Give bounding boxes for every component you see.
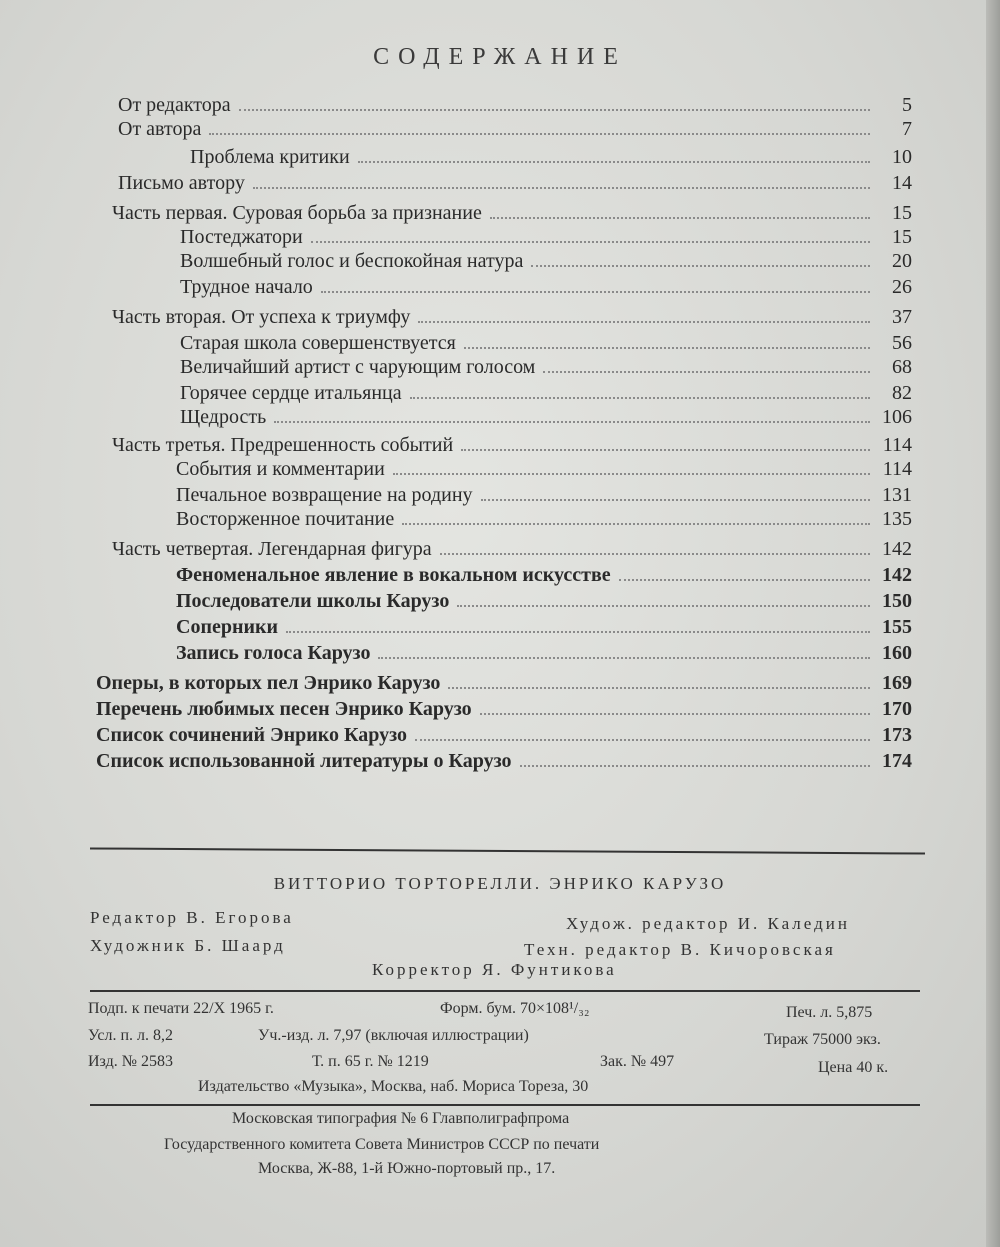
toc-entry-label: Величайший артист с чарующим голосом: [180, 356, 536, 378]
toc-leader-dots: [490, 216, 870, 219]
toc-entry-label: Проблема критики: [190, 146, 350, 168]
toc-leader-dots: [464, 346, 870, 349]
toc-entry-page: 169: [882, 672, 912, 694]
toc-entry: [176, 562, 912, 588]
toc-entry: [180, 380, 912, 406]
toc-entry-label: События и комментарии: [176, 458, 385, 480]
imprint-conv-sheets: Усл. п. л. 8,2: [88, 1027, 174, 1044]
toc-entry-label: Оперы, в которых пел Энрико Карузо: [96, 672, 441, 694]
toc-entry: [112, 536, 912, 562]
toc-entry: [176, 640, 912, 666]
toc-leader-dots: [480, 712, 870, 715]
toc-entry-page: 68: [892, 356, 912, 378]
toc-entry: [96, 696, 912, 722]
toc-entry-label: Печальное возвращение на родину: [176, 484, 473, 506]
toc-entry-label: От автора: [118, 118, 202, 140]
toc-leader-dots: [457, 604, 870, 607]
toc-entry-label: Волшебный голос и беспокойная натура: [180, 250, 524, 272]
toc-entry-label: Последователи школы Карузо: [176, 590, 450, 612]
toc-entry-page: 82: [892, 382, 912, 404]
toc-entry-label: Часть третья. Предрешенность событий: [112, 434, 454, 456]
toc-entry-page: 155: [882, 616, 912, 638]
toc-entry-page: 170: [882, 698, 912, 720]
toc-entry-label: Соперники: [176, 616, 279, 638]
toc-entry: [176, 456, 912, 482]
toc-entry-page: 114: [882, 434, 912, 456]
toc-leader-dots: [531, 264, 870, 267]
toc-entry-label: Щедрость: [180, 406, 267, 428]
toc-entry: [96, 670, 912, 696]
imprint-print-signed: Подп. к печати 22/X 1965 г.: [88, 1000, 274, 1017]
toc-leader-dots: [402, 522, 870, 525]
toc-entry-page: 20: [892, 250, 912, 272]
toc-leader-dots: [520, 764, 870, 767]
imprint-printer-line-3: Москва, Ж-88, 1-й Южно-портовый пр., 17.: [258, 1160, 556, 1177]
toc-entry-page: 15: [892, 202, 912, 224]
toc-entry-page: 7: [902, 118, 912, 140]
toc-entry-page: 131: [882, 484, 912, 506]
toc-entry-label: Старая школа совершенствуется: [180, 332, 456, 354]
toc-entry-page: 173: [882, 724, 912, 746]
toc-entry: [180, 224, 912, 250]
imprint-printer-line-1: Московская типография № 6 Главполиграфпрома: [232, 1110, 570, 1127]
divider-top: [90, 847, 925, 854]
toc-leader-dots: [481, 498, 870, 501]
toc-entry-page: 142: [882, 564, 912, 586]
toc-leader-dots: [543, 370, 870, 373]
divider-middle: [90, 990, 920, 992]
imprint-editor: Редактор В. Егорова: [90, 908, 294, 927]
toc-leader-dots: [253, 186, 870, 189]
toc-entry: [96, 748, 912, 774]
toc-entry: [112, 304, 912, 330]
page-title: СОДЕРЖАНИЕ: [373, 44, 627, 70]
toc-leader-dots: [461, 448, 870, 451]
toc-entry-page: 106: [882, 406, 912, 428]
toc-entry: [176, 482, 912, 508]
imprint-illustrator: Художник Б. Шаард: [90, 936, 286, 955]
toc-entry-page: 26: [892, 276, 912, 298]
toc-entry-label: От редактора: [118, 94, 231, 116]
toc-entry: [112, 432, 912, 458]
toc-entry-label: Запись голоса Карузо: [176, 642, 371, 664]
imprint-price: Цена 40 к.: [818, 1059, 889, 1076]
toc-entry-page: 37: [892, 306, 912, 328]
toc-entry: [176, 588, 912, 614]
toc-entry-page: 135: [882, 508, 912, 530]
toc-leader-dots: [410, 396, 870, 399]
divider-bottom: [90, 1104, 920, 1106]
toc-entry-page: 114: [882, 458, 912, 480]
imprint-plan-ref: Т. п. 65 г. № 1219: [312, 1053, 429, 1070]
toc-entry-label: Часть первая. Суровая борьба за признание: [112, 202, 482, 224]
toc-entry-page: 5: [902, 94, 912, 116]
toc-entry-label: Письмо автору: [118, 172, 245, 194]
toc-entry: [180, 354, 912, 380]
toc-leader-dots: [286, 630, 870, 633]
imprint-proofreader: Корректор Я. Фунтикова: [372, 960, 617, 979]
toc-entry-label: Восторженное почитание: [176, 508, 395, 530]
toc-leader-dots: [448, 686, 870, 689]
toc-entry-page: 10: [892, 146, 912, 168]
toc-leader-dots: [378, 656, 870, 659]
toc-leader-dots: [393, 472, 870, 475]
toc-entry-label: Список использованной литературы о Карузо: [96, 750, 512, 772]
toc-entry-page: 14: [892, 172, 912, 194]
imprint-publ-sheets: Уч.-изд. л. 7,97 (включая иллюстрации): [258, 1027, 529, 1044]
toc-entry: [180, 404, 912, 430]
toc-entry: [112, 200, 912, 226]
toc-entry-page: 142: [882, 538, 912, 560]
toc-entry: [176, 614, 912, 640]
toc-entry-label: Феноменальное явление в вокальном искусстве: [176, 564, 611, 586]
toc-entry-label: Трудное начало: [180, 276, 313, 298]
imprint-publ-number: Изд. № 2583: [88, 1053, 173, 1070]
toc-entry: [190, 144, 912, 170]
imprint-art-editor: Худож. редактор И. Каледин: [566, 914, 850, 933]
toc-entry: [118, 170, 912, 196]
toc-entry-page: 150: [882, 590, 912, 612]
toc-leader-dots: [358, 160, 870, 163]
imprint-printer-line-2: Государственного комитета Совета Министров СССР по печати: [164, 1136, 600, 1153]
toc-entry: [180, 248, 912, 274]
toc-entry: [118, 92, 912, 118]
imprint-print-run: Тираж 75000 экз.: [764, 1031, 881, 1048]
toc-leader-dots: [619, 578, 870, 581]
imprint-publisher: Издательство «Музыка», Москва, наб. Мориса Тореза, 30: [198, 1078, 589, 1095]
toc-entry: [96, 722, 912, 748]
toc-entry-page: 56: [892, 332, 912, 354]
toc-leader-dots: [274, 420, 870, 423]
toc-leader-dots: [415, 738, 870, 741]
toc-entry-label: Часть четвертая. Легендарная фигура: [112, 538, 432, 560]
toc-entry-page: 15: [892, 226, 912, 248]
toc-entry-page: 160: [882, 642, 912, 664]
imprint-order-number: Зак. № 497: [600, 1053, 675, 1070]
page-fold-shadow: [986, 0, 1000, 1247]
toc-entry-label: Часть вторая. От успеха к триумфу: [112, 306, 411, 328]
toc-leader-dots: [418, 320, 870, 323]
toc-entry-label: Перечень любимых песен Энрико Карузо: [96, 698, 472, 720]
toc-leader-dots: [209, 132, 870, 135]
imprint-paper-format: Форм. бум. 70×108¹/₃₂: [440, 1000, 590, 1017]
imprint-tech-editor: Техн. редактор В. Кичоровская: [524, 940, 836, 959]
toc-entry-label: Список сочинений Энрико Карузо: [96, 724, 408, 746]
toc-leader-dots: [440, 552, 870, 555]
toc-entry: [180, 274, 912, 300]
toc-entry: [118, 116, 912, 142]
toc-entry: [180, 330, 912, 356]
toc-entry-label: Горячее сердце итальянца: [180, 382, 402, 404]
toc-leader-dots: [239, 108, 870, 111]
toc-entry: [176, 506, 912, 532]
toc-entry-page: 174: [882, 750, 912, 772]
toc-leader-dots: [321, 290, 870, 293]
toc-leader-dots: [311, 240, 870, 243]
toc-entry-label: Постеджатори: [180, 226, 303, 248]
imprint-book-title: ВИТТОРИО ТОРТОРЕЛЛИ. ЭНРИКО КАРУЗО: [273, 874, 727, 893]
imprint-print-sheets: Печ. л. 5,875: [786, 1004, 873, 1021]
